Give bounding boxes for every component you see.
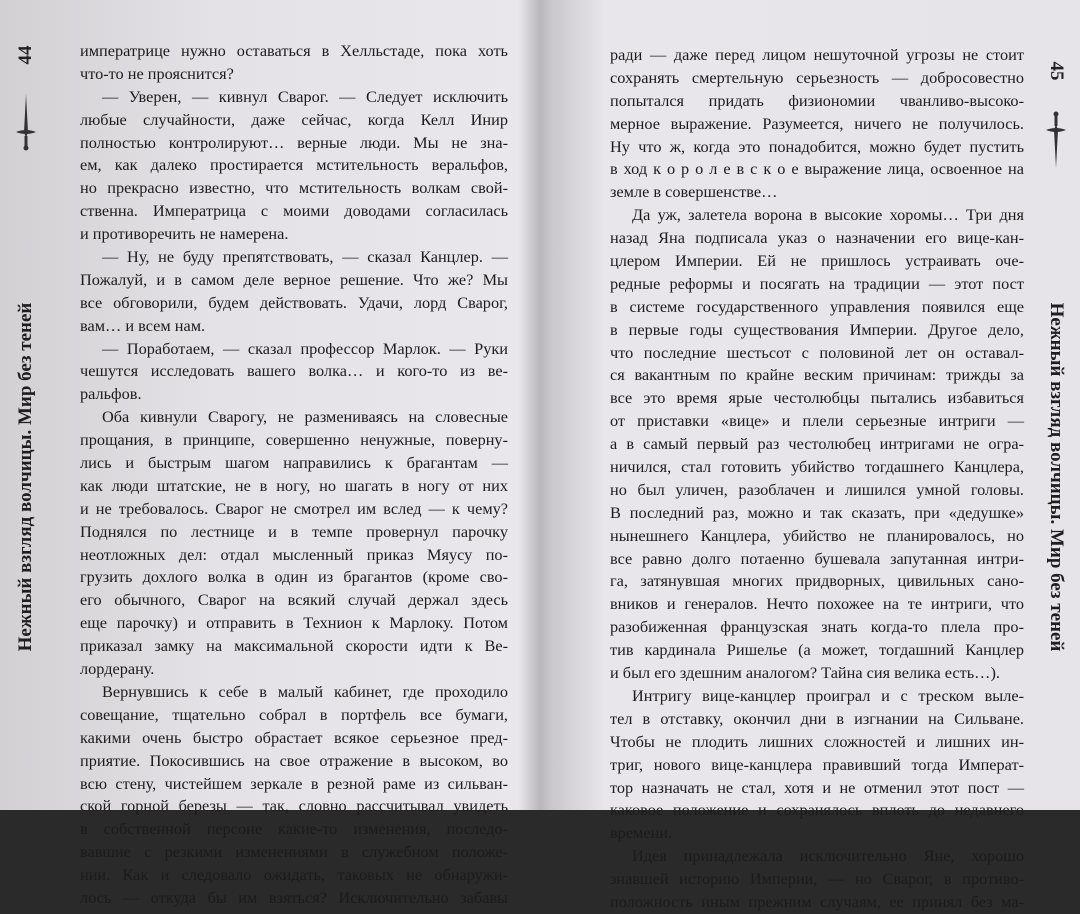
page-number: 44	[15, 45, 36, 65]
text-line: ственна. Императрица с моими доводами согласилась	[80, 201, 508, 221]
text-line: триг, нового вице-канцлера правивший тогда Императ-	[610, 754, 1024, 774]
page-number: 45	[1046, 61, 1067, 81]
text-line: как люди штатские, не в ногу, но шагать в ногу от них	[80, 475, 508, 495]
text-line: положность иным прежним случаям, ее принял без ма-	[610, 891, 1024, 911]
text-line: и не требовалось. Сварог не смотрел им вслед — к чему?	[80, 498, 508, 518]
text-line: ской горной березы — так, словно рассчитывал увидеть	[80, 796, 508, 816]
left-page	[0, 0, 540, 907]
text-line: сохранять смертельную серьезность — добросовестно	[610, 67, 1024, 87]
text-line: императрице нужно оставаться в Хелльстаде, пока хоть	[80, 41, 508, 60]
sword-ornament-icon	[1042, 110, 1070, 170]
page-text	[80, 40, 508, 910]
text-line: вавшие с резкими изменениями в служебном положе-	[80, 842, 508, 862]
text-line: Оба кивнули Сварогу, не размениваясь на словесные	[102, 407, 508, 427]
text-line: полностью контролируют… верные люди. Мы не зна-	[80, 132, 508, 152]
text-line: лось — откуда бы им взяться? Исключительно забавы	[80, 887, 508, 907]
text-line: вам… и всем нам.	[80, 315, 206, 335]
text-line: цлером Империи. Ей не пришлось устраивать оче-	[610, 251, 1024, 271]
running-title: Нежный взгляд волчицы. Мир без теней	[1046, 302, 1067, 652]
text-line: ради — даже перед лицом нешуточной угрозы не стоит	[610, 45, 1024, 64]
text-line: разобиженная французская знать когда-то плела про-	[610, 617, 1024, 637]
text-line: ничился, стал готовить убийство тогдашнего Канцлера,	[610, 457, 1024, 477]
text-line: в первые годы существования Империи. Другое дело,	[610, 319, 1024, 339]
text-line: и противоречить не намерена.	[80, 224, 289, 244]
text-line: в системе государственного управления появился еще	[610, 296, 1024, 316]
sword-ornament-icon	[12, 92, 40, 152]
text-line: каковое положение и сохранялось вплоть до недавнего	[610, 800, 1024, 820]
page-text	[610, 44, 1024, 914]
text-line: В последний раз, можно и так сказать, при «дедушке»	[610, 502, 1024, 522]
text-line: лись и быстрым шагом направились к брагантам —	[80, 453, 508, 473]
text-line: но прекрасно известно, что мстительность волкам свой-	[80, 178, 508, 198]
text-line: любые случайности, даже сейчас, когда Келл Инир	[80, 109, 508, 129]
text-line: назад Яна подписала указ о назначении его вице-кан-	[610, 228, 1024, 248]
text-line: — Поработаем, — сказал профессор Марлок. — Руки	[102, 338, 508, 358]
text-line: неотложных дел: отдал мысленный приказ Мяусу по-	[80, 544, 508, 564]
text-line: всю стену, чистейшем зеркале в резной раме из сильван-	[80, 773, 508, 793]
text-line: что последние шестьсот с половиной лет он оставал-	[610, 342, 1024, 362]
text-line: тив кардинала Ришелье (а может, тогдашний Канцлер	[610, 640, 1024, 660]
text-line: нии. Как и следовало ожидать, таковых не обнаружи-	[80, 865, 508, 885]
text-line: от приставки «вице» и плели серьезные интриги —	[610, 411, 1024, 431]
text-line: Поднялся по лестнице и в темпе провернул парочку	[80, 521, 508, 541]
text-line: Чтобы не плодить лишних сложностей и лишних ин-	[610, 731, 1024, 751]
text-line: что-то не прояснится?	[80, 63, 234, 83]
text-line: Ну что ж, когда это понадобится, можно будет пустить	[610, 136, 1024, 156]
text-line: мерное выражение. Разумеется, ничего не получилось.	[610, 113, 1024, 133]
text-line: тел в отставку, окончил дни в изгнании на Сильване.	[610, 708, 1024, 728]
text-line: вников и генералов. Нечто похожее на те интриги, что	[610, 594, 1024, 614]
text-line: нынешнего Канцлера, убийство не планировалось, но	[610, 525, 1024, 545]
text-line: лордерану.	[80, 659, 155, 679]
text-line: знавшей историю Империи, — но Сварог, в противо-	[610, 869, 1024, 889]
text-line: Вернувшись к себе в малый кабинет, где проходило	[102, 681, 508, 701]
right-margin-header	[1036, 0, 1076, 810]
text-line: редные реформы и посягать на традиции — этот пост	[610, 273, 1024, 293]
text-line: Да уж, залетела ворона в высокие хоромы… Три дня	[632, 205, 1024, 225]
text-line: еще парочку) и отправить в Технион к Марлоку. Потом	[80, 613, 508, 633]
text-line: га, затянувшая многих придворных, цивильных сано-	[610, 571, 1024, 591]
text-line: все это время ярые честолюбцы пытались избавиться	[610, 388, 1024, 408]
text-line: какими очень быстро обрастает всякое серьезное пред-	[80, 727, 508, 747]
text-line: прощания, в принципе, совершенно ненужные, поверну-	[80, 430, 508, 450]
text-line: и был его здешним аналогом? Тайна сия велика есть…).	[610, 663, 1000, 683]
text-line: попытался придать физиономии чванливо-высоко-	[610, 90, 1024, 110]
text-line: а в самый первый раз честолюбец интригами не огра-	[610, 434, 1024, 454]
text-line: все обговорили, будем действовать. Удачи, лорд Сварог,	[80, 292, 508, 312]
text-line: все равно долго потаенно бушевала запутанная интри-	[610, 548, 1024, 568]
text-line: в собственной персоне какие-то изменения, последо-	[80, 819, 508, 839]
text-line: приятие. Покосившись на свое отражение в высоком, во	[80, 750, 508, 770]
text-line: ем, как далеко простирается мстительность веральфов,	[80, 155, 508, 175]
text-line: совещание, тщательно собрал в портфель все бумаги,	[80, 704, 508, 724]
text-line: чешутся исследовать вашего волка… и кого-то из ве-	[80, 361, 508, 381]
running-title: Нежный взгляд волчицы. Мир без теней	[15, 302, 36, 652]
text-line: Интригу вице-канцлер проиграл и с треском выле-	[632, 685, 1024, 705]
left-margin-header	[6, 0, 46, 810]
text-line: ся вакантным по крайне веским причинам: трижды за	[610, 365, 1024, 385]
text-line: Идея принадлежала исключительно Яне, хорошо	[632, 846, 1024, 866]
text-line: Пожалуй, и в самом деле верное решение. Что же? Мы	[80, 269, 508, 289]
text-line: грузить дохлого волка в один из брагантов (кроме сво-	[80, 567, 508, 587]
text-line: тор назначать не стал, хотя и не отменил этот пост —	[610, 777, 1024, 797]
text-line: но был уличен, разоблачен и лишился умной головы.	[610, 479, 1024, 499]
text-line: в ход к о р о л е в с к о е выражение лица, освоенное на	[610, 159, 1024, 179]
text-line: — Ну, не буду препятствовать, — сказал Канцлер. —	[102, 247, 508, 267]
text-line: ральфов.	[80, 384, 142, 404]
text-line: его обычного, Сварог на всякий случай держал здесь	[80, 590, 508, 610]
text-line: приказал замку на максимальной скорости идти к Ве-	[80, 636, 508, 656]
text-line: времени.	[610, 823, 673, 843]
text-line: земле в совершенстве…	[610, 182, 778, 202]
text-line: — Уверен, — кивнул Сварог. — Следует исключить	[102, 86, 508, 106]
right-page	[540, 0, 1080, 911]
